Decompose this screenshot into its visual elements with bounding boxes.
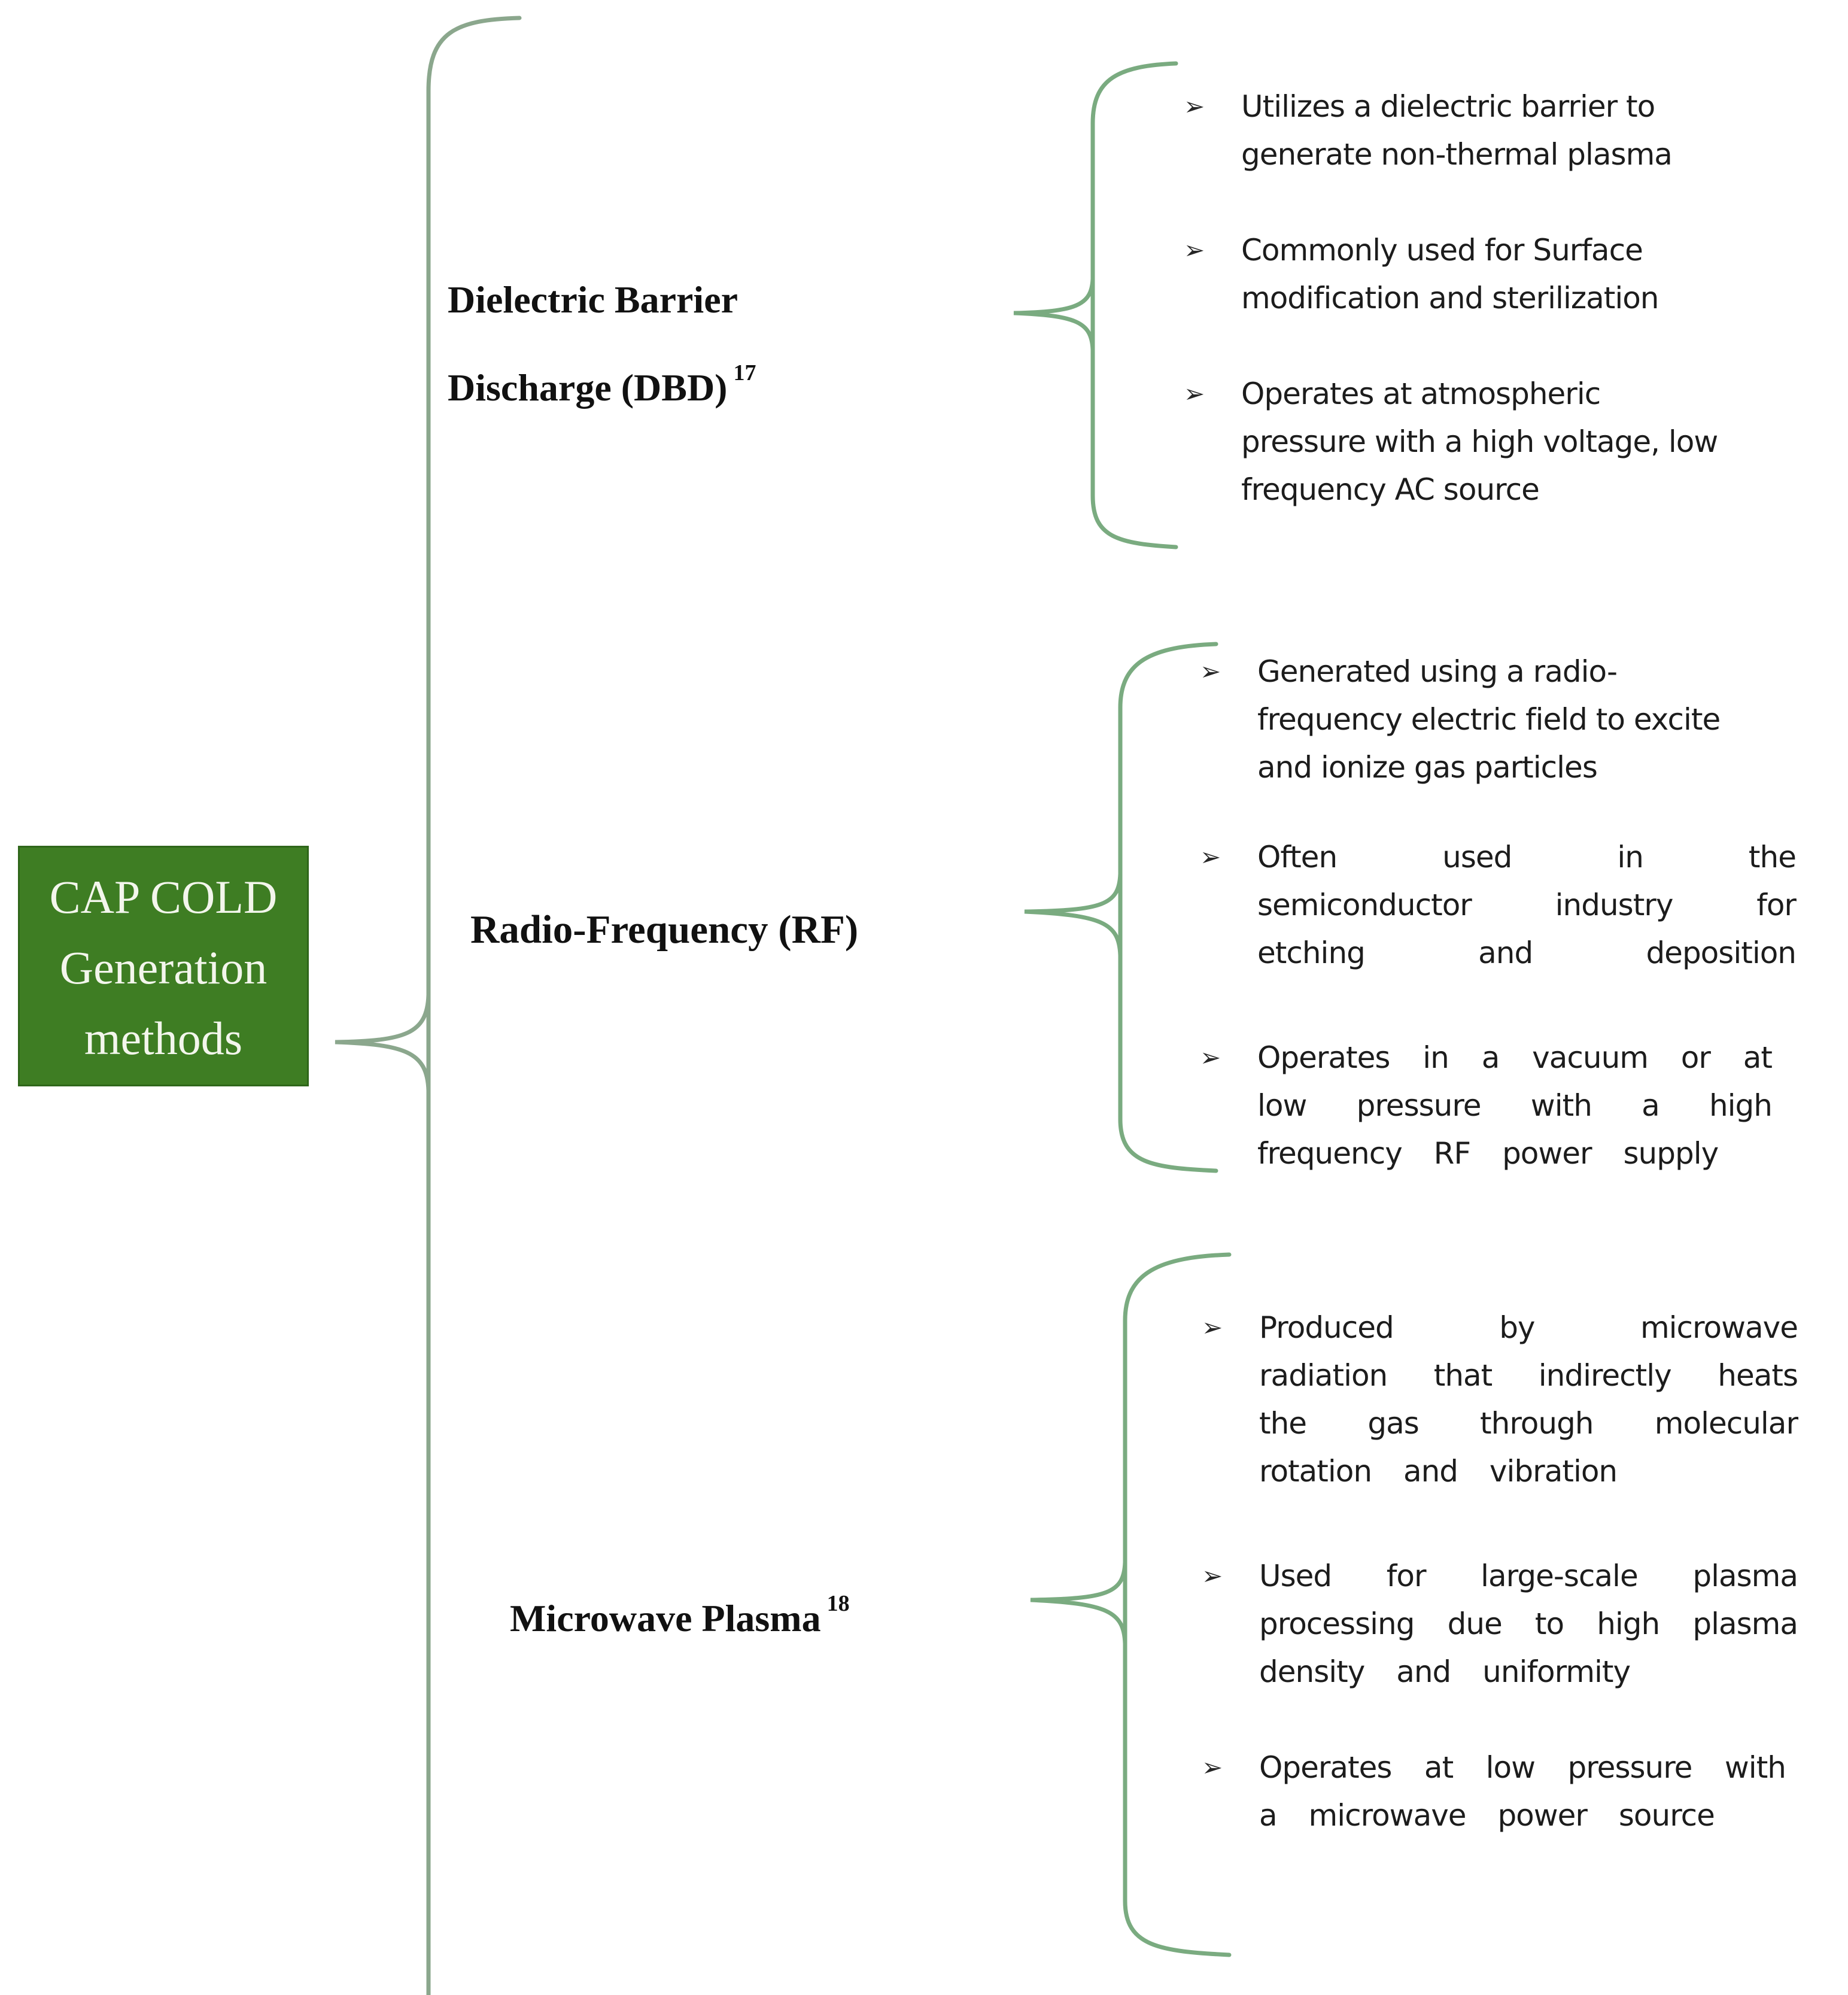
list-item — [1184, 370, 1780, 514]
bullet-text: Commonly used for Surface modification and sterilization — [1241, 233, 1659, 315]
arrow-bullet-icon: ➢ — [1200, 842, 1221, 872]
dbd-title-line2: Discharge (DBD) — [448, 366, 728, 409]
bullet-text: Operates at low pressure with a microwave power source — [1259, 1750, 1786, 1833]
mw-citation-ref: 18 — [826, 1591, 850, 1616]
dbd-title-line1: Dielectric Barrier — [448, 278, 738, 321]
bullet-text: Often used in the semiconductor industry for etching and deposition — [1257, 840, 1796, 970]
root-label-line: CAP COLD — [49, 871, 278, 923]
arrow-bullet-icon: ➢ — [1202, 1753, 1223, 1782]
main-brace-cusp — [335, 995, 428, 1091]
section-title-microwave-plasma — [510, 1567, 850, 1655]
arrow-bullet-icon: ➢ — [1200, 657, 1221, 686]
dbd-citation-ref: 17 — [733, 360, 756, 385]
bullet-text: Operates at atmospheric pressure with a high voltage, low frequency AC source — [1241, 376, 1718, 507]
dbd-brace-cusp — [1014, 279, 1093, 350]
mw-title-line1: Microwave Plasma — [510, 1597, 821, 1639]
bullet-text: Generated using a radio-frequency electric field to excite and ionize gas particles — [1257, 654, 1721, 785]
arrow-bullet-icon: ➢ — [1184, 235, 1205, 265]
section-title-rf — [470, 893, 858, 966]
rf-bullet-group — [1200, 648, 1796, 1177]
list-item — [1184, 226, 1780, 322]
root-node-cap-cold-generation-methods — [18, 846, 309, 1086]
root-label-line: methods — [84, 1012, 243, 1064]
mw-brace-cusp — [1031, 1562, 1125, 1644]
arrow-bullet-icon: ➢ — [1184, 92, 1205, 121]
list-item — [1202, 1744, 1798, 1839]
mw-bullet-group — [1202, 1304, 1798, 1839]
arrow-bullet-icon: ➢ — [1184, 379, 1205, 408]
root-label-line: Generation — [59, 942, 268, 994]
bullet-text: Operates in a vacuum or at low pressure with a high frequency RF power supply — [1257, 1040, 1772, 1171]
bullet-text: Produced by microwave radiation that indirectly heats the gas through molecular rotation and vibration — [1259, 1310, 1798, 1489]
list-item — [1200, 648, 1796, 791]
list-item — [1200, 833, 1796, 977]
bullet-text: Used for large-scale plasma processing due to high plasma density and uniformity — [1259, 1559, 1798, 1689]
arrow-bullet-icon: ➢ — [1202, 1561, 1223, 1590]
dbd-brace — [1093, 63, 1176, 547]
rf-title-line1: Radio-Frequency (RF) — [470, 907, 859, 952]
bullet-text: Utilizes a dielectric barrier to generate non-thermal plasma — [1241, 89, 1672, 172]
list-item — [1202, 1304, 1798, 1495]
section-title-dbd — [448, 263, 756, 424]
list-item — [1200, 1034, 1796, 1177]
arrow-bullet-icon: ➢ — [1200, 1043, 1221, 1072]
dbd-bullet-group — [1184, 83, 1780, 514]
arrow-bullet-icon: ➢ — [1202, 1313, 1223, 1342]
list-item — [1184, 83, 1780, 178]
list-item — [1202, 1552, 1798, 1696]
rf-brace-cusp — [1025, 874, 1120, 955]
